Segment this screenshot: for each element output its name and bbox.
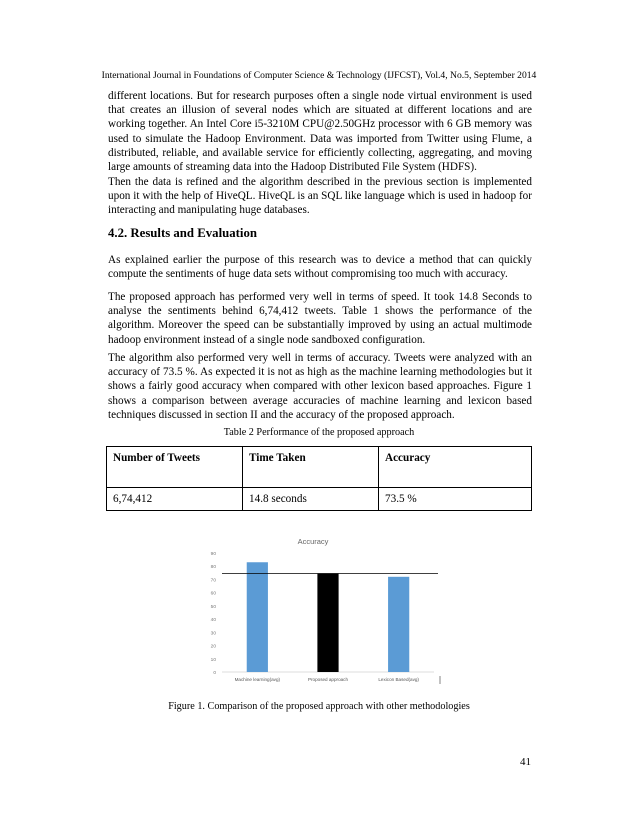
y-tick-label: 60 (210, 591, 216, 597)
header-accuracy: Accuracy (379, 447, 532, 488)
y-tick-label: 80 (210, 565, 216, 571)
y-tick-label: 90 (210, 552, 216, 557)
journal-header: International Journal in Foundations of Computer Science & Technology (IJFCST), Vol.4, No.5, September 2014 (101, 70, 537, 81)
y-tick-label: 30 (210, 631, 216, 637)
paragraph-hiveql: Then the data is refined and the algorithm described in the previous section is implemented upon it with the help of HiveQL. HiveQL is an SQL like language which is used in hadoop for interacting and manipulating huge databases. (108, 176, 532, 217)
y-tick-label: 10 (210, 657, 216, 663)
y-tick-label: 20 (210, 644, 216, 650)
y-tick-label: 70 (210, 578, 216, 584)
performance-table (106, 446, 532, 511)
section-heading-results: 4.2. Results and Evaluation (108, 226, 257, 240)
bar-1 (247, 562, 268, 672)
bar-3 (388, 577, 409, 672)
table-caption: Table 2 Performance of the proposed approach (223, 427, 415, 438)
y-tick-label: 40 (210, 618, 216, 624)
table-row (107, 488, 532, 511)
x-tick-label: Lexicon Based(avg) (378, 677, 419, 682)
figure-caption: Figure 1. Comparison of the proposed approach with other methodologies (168, 701, 470, 712)
paragraph-purpose: As explained earlier the purpose of this research was to device a method that can quickly compute the sentiments of huge data sets without compromising too much with accuracy. (108, 254, 532, 281)
paragraph-hadoop-environment: different locations. But for research purposes often a single node virtual environment is used that creates an illusion of several nodes which are situated at different locations and are working together. An Intel Core i5-3210M CPU@2.50GHz processor with 6 GB memory was used to simulate the Hadoop Environment. Data was imported from Twitter using Flume, a distributed, reliable, and available service for efficiently collecting, aggregating, and moving large amounts of streaming data into the Hadoop Distributed File System (HDFS). (108, 90, 532, 174)
x-tick-label: Machine learning(avg) (234, 677, 281, 682)
table-header-row (107, 447, 532, 488)
header-number-of-tweets: Number of Tweets (107, 447, 243, 488)
cell-time-taken: 14.8 seconds (243, 488, 379, 511)
bar-2 (317, 573, 338, 672)
header-time-taken: Time Taken (243, 447, 379, 488)
paragraph-speed: The proposed approach has performed very well in terms of speed. It took 14.8 Seconds to analyse the sentiments behind 6,74,412 tweets. Table 1 shows the performance of the algorithm. Moreover the speed can be substantially improved by using an actual multimode hadoop environment instead of a single node sandboxed configuration. (108, 291, 532, 346)
page-number: 41 (520, 756, 531, 768)
y-tick-label: 50 (210, 604, 216, 610)
y-tick-label: 0 (213, 671, 216, 676)
chart-title: Accuracy (297, 537, 329, 546)
paragraph-accuracy: The algorithm also performed very well in terms of accuracy. Tweets were analyzed with an accuracy of 73.5 %. As expected it is not as high as the machine learning methodologies but it shows a fairly good accuracy when compared with other lexicon based approaches. Figure 1 shows a comparison between average accuracies of machine learning and lexicon based techniques discussed in section II and the accuracy of the proposed approach. (108, 352, 532, 421)
accuracy-bar-chart (198, 530, 464, 690)
cell-number-of-tweets: 6,74,412 (107, 488, 243, 511)
x-tick-label: Proposed approach (307, 677, 349, 682)
cell-accuracy: 73.5 % (379, 488, 532, 511)
